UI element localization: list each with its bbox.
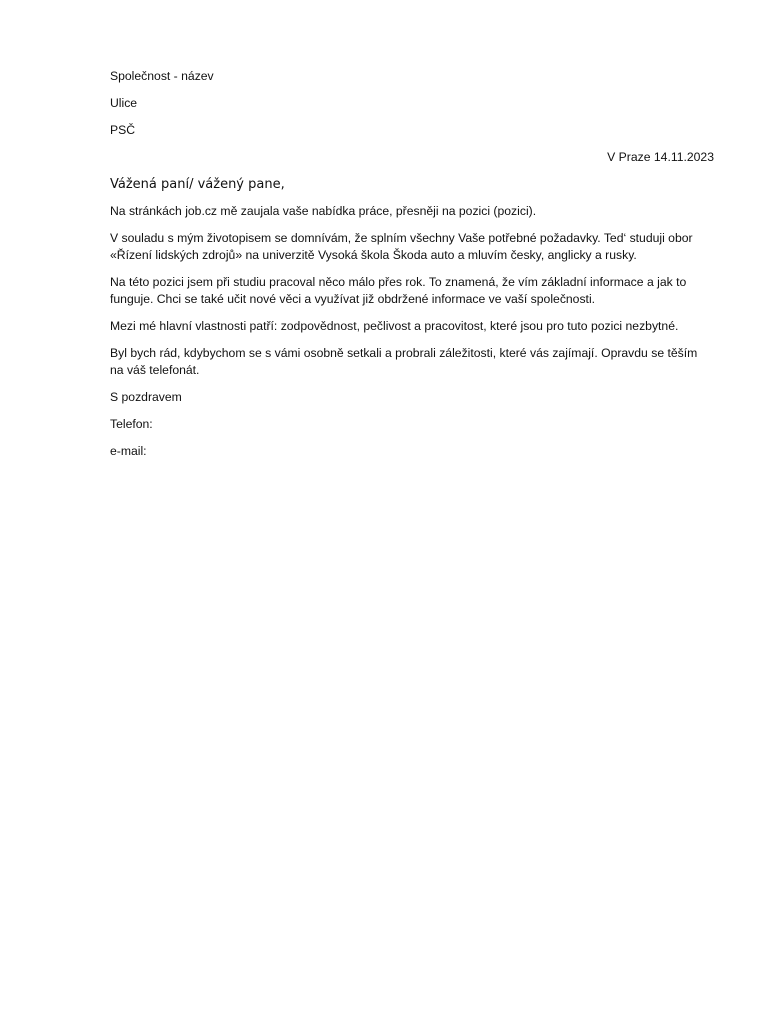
letter-salutation: Vážená paní/ vážený pane, bbox=[110, 177, 285, 192]
body-paragraph-2: V souladu s mým životopisem se domnívám, že splním všechny Vaše potřebné požadavky. Ted‘ studuji obor «Řízení lidských zdrojů» na univerzitě Vysoká škola Škoda auto a mluvím česky, anglicky a rusky. bbox=[110, 231, 693, 262]
body-paragraph-1: Na stránkách job.cz mě zaujala vaše nabídka práce, přesněji na pozici (pozici). bbox=[110, 204, 537, 218]
sender-zip: PSČ bbox=[110, 123, 136, 137]
phone-label: Telefon: bbox=[110, 417, 153, 431]
letter-date: V Praze 14.11.2023 bbox=[607, 150, 714, 164]
letter-page bbox=[110, 68, 714, 470]
letter-closing: S pozdravem bbox=[110, 390, 182, 404]
body-paragraph-5: Byl bych rád, kdybychom se s vámi osobně setkali a probrali záležitosti, které vás zajímají. Opravdu se těším na váš telefonát. bbox=[110, 346, 698, 377]
sender-street: Ulice bbox=[110, 96, 138, 110]
sender-company: Společnost - název bbox=[110, 69, 214, 83]
email-label: e-mail: bbox=[110, 444, 147, 458]
body-paragraph-3: Na této pozici jsem při studiu pracoval něco málo přes rok. To znamená, že vím základní informace a jak to funguje. Chci se také učit nové věci a využívat již obdržené informace ve vaší společnosti. bbox=[110, 275, 687, 306]
body-paragraph-4: Mezi mé hlavní vlastnosti patří: zodpovědnost, pečlivost a pracovitost, které jsou pro tuto pozici nezbytné. bbox=[110, 319, 679, 333]
